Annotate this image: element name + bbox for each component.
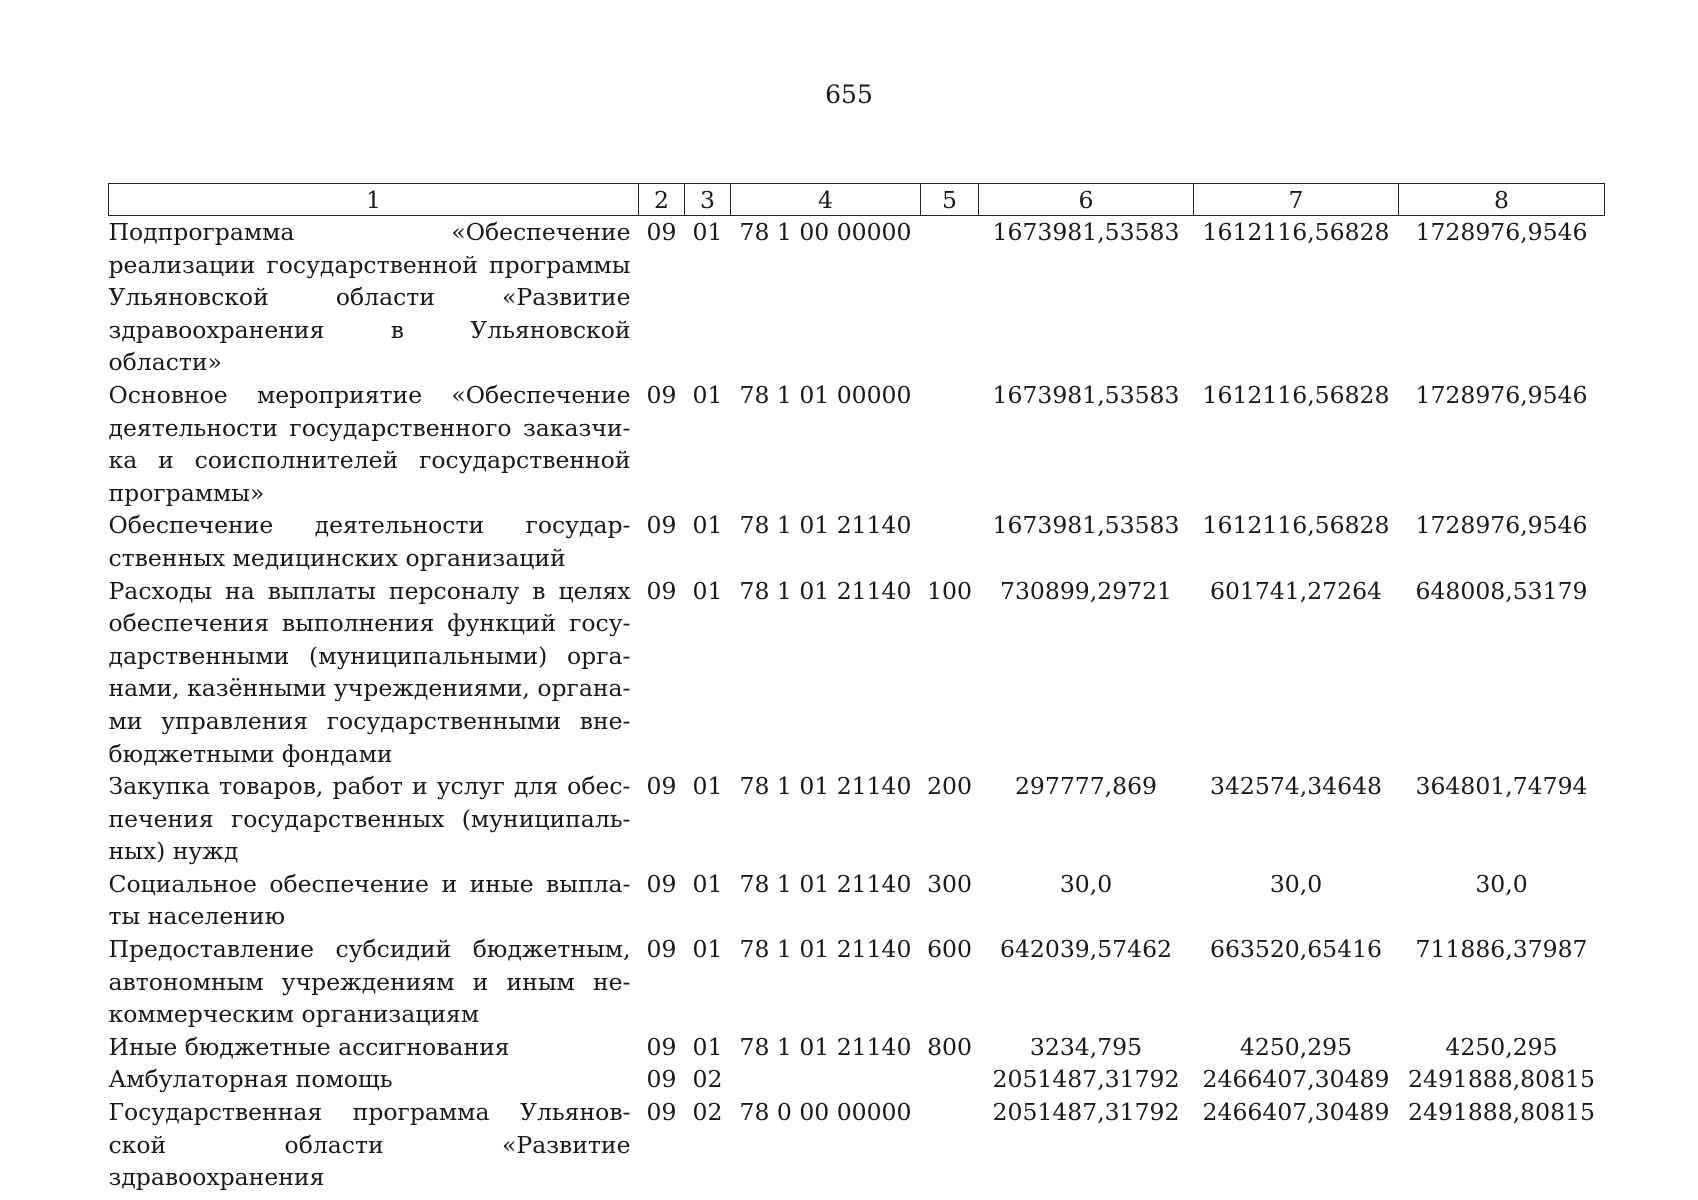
table-row <box>109 379 1605 509</box>
row-value-8: 648008,53179 <box>1415 576 1588 605</box>
row-expense-type <box>921 216 979 379</box>
row-target-article: 78 1 01 21140 <box>739 511 912 540</box>
row-expense-type: 200 <box>927 772 972 801</box>
row-target-article: 78 1 00 00000 <box>739 218 912 246</box>
row-subsection: 01 <box>692 869 723 898</box>
row-section: 09 <box>646 511 677 540</box>
row-section: 09 <box>646 869 677 898</box>
row-value-7: 1612116,56828 <box>1202 218 1390 246</box>
table-row <box>109 216 1605 379</box>
row-value-7: 342574,34648 <box>1210 772 1382 801</box>
row-value-6: 30,0 <box>1059 869 1113 898</box>
row-value-8: 2491888,80815 <box>1408 1098 1595 1127</box>
row-subsection: 01 <box>692 1032 723 1061</box>
row-value-8: 4250,295 <box>1445 1032 1558 1061</box>
row-value-6: 1673981,53583 <box>992 511 1180 540</box>
budget-table <box>108 183 1605 1194</box>
row-value-8: 1728976,9546 <box>1415 218 1588 246</box>
table-row <box>109 1031 1605 1064</box>
row-expense-type: 800 <box>927 1032 972 1061</box>
row-value-6: 730899,29721 <box>1000 576 1172 605</box>
row-expense-type: 600 <box>927 935 972 964</box>
header-col-3: 3 <box>685 184 731 216</box>
row-subsection: 01 <box>692 935 723 964</box>
row-value-6: 642039,57462 <box>1000 935 1172 964</box>
row-subsection: 01 <box>692 380 723 409</box>
row-expense-type <box>921 509 979 574</box>
header-row <box>109 184 1605 216</box>
table-header <box>109 184 1605 216</box>
row-subsection: 01 <box>692 218 723 246</box>
table-body <box>109 216 1605 1194</box>
row-subsection: 01 <box>692 576 723 605</box>
row-section: 09 <box>646 380 677 409</box>
row-value-8: 1728976,9546 <box>1415 511 1588 540</box>
row-section: 09 <box>646 218 677 246</box>
row-value-8: 2491888,80815 <box>1408 1065 1595 1094</box>
row-value-7: 1612116,56828 <box>1202 511 1390 540</box>
row-section: 09 <box>646 1065 677 1094</box>
row-value-8: 364801,74794 <box>1415 772 1588 801</box>
row-expense-type <box>921 1063 979 1096</box>
table-row <box>109 509 1605 574</box>
header-col-1: 1 <box>109 184 639 216</box>
table-row <box>109 1063 1605 1096</box>
row-name: Закупка товаров, работ и услуг для обеспечения государственных (муниципальных) нужд <box>108 772 631 866</box>
row-expense-type: 100 <box>927 576 972 605</box>
header-col-5: 5 <box>921 184 979 216</box>
row-value-8: 30,0 <box>1475 869 1528 898</box>
table-row <box>109 770 1605 868</box>
row-subsection: 02 <box>692 1065 723 1094</box>
row-value-6: 2051487,31792 <box>992 1098 1180 1127</box>
row-name: Обеспечение деятельности государственных медицинских организаций <box>108 511 631 572</box>
row-section: 09 <box>646 772 677 801</box>
row-value-7: 2466407,30489 <box>1202 1098 1390 1127</box>
row-name: Основное мероприятие «Обеспечение деятельности государственного заказчика и соисполнителей государственной программы» <box>108 380 631 507</box>
row-section: 09 <box>646 1032 677 1061</box>
table-row <box>109 933 1605 1031</box>
page-number: 655 <box>825 80 873 109</box>
row-target-article: 78 1 01 21140 <box>739 576 912 605</box>
row-value-7: 601741,27264 <box>1210 576 1382 605</box>
row-name: Подпрограмма «Обеспечение реализации государственной программы Ульяновской области «Развитие здравоохранения в Ульяновской области» <box>108 218 631 377</box>
row-target-article: 78 1 01 21140 <box>739 935 912 964</box>
row-expense-type <box>921 1096 979 1194</box>
row-expense-type: 300 <box>927 869 972 898</box>
row-expense-type <box>921 379 979 509</box>
row-value-7: 2466407,30489 <box>1202 1065 1390 1094</box>
row-name: Амбулаторная помощь <box>108 1065 393 1094</box>
table-row <box>109 1096 1605 1194</box>
table-row <box>109 575 1605 771</box>
header-col-6: 6 <box>979 184 1194 216</box>
row-section: 09 <box>646 1098 677 1127</box>
row-subsection: 01 <box>692 772 723 801</box>
row-subsection: 01 <box>692 511 723 540</box>
row-value-6: 1673981,53583 <box>992 218 1180 246</box>
row-value-6: 2051487,31792 <box>992 1065 1180 1094</box>
row-value-6: 297777,869 <box>1014 772 1158 801</box>
row-target-article: 78 1 01 21140 <box>739 1032 912 1061</box>
row-section: 09 <box>646 935 677 964</box>
row-name: Иные бюджетные ассигнования <box>108 1032 510 1061</box>
row-name: Государственная программа Ульяновской области «Развитие здравоохранения <box>108 1098 631 1192</box>
row-target-article: 78 0 00 00000 <box>739 1098 912 1127</box>
row-target-article: 78 1 01 21140 <box>739 772 912 801</box>
row-value-7: 663520,65416 <box>1210 935 1382 964</box>
row-value-8: 711886,37987 <box>1415 935 1588 964</box>
row-target-article <box>731 1063 921 1096</box>
row-section: 09 <box>646 576 677 605</box>
header-col-7: 7 <box>1194 184 1399 216</box>
row-value-8: 1728976,9546 <box>1415 380 1588 409</box>
table-row <box>109 868 1605 933</box>
row-value-7: 4250,295 <box>1239 1032 1353 1061</box>
row-name: Предоставление субсидий бюджетным, автономным учреждениям и иным некоммерческим организациям <box>108 935 631 1029</box>
header-col-8: 8 <box>1399 184 1605 216</box>
row-target-article: 78 1 01 00000 <box>739 380 912 409</box>
row-name: Расходы на выплаты персоналу в целях обеспечения выполнения функций государственными (муниципальными) органами, казёнными учреждениями, органами управления государственными внебюджетными фондами <box>108 576 631 768</box>
row-value-7: 30,0 <box>1269 869 1323 898</box>
header-col-4: 4 <box>731 184 921 216</box>
row-value-6: 1673981,53583 <box>992 380 1180 409</box>
header-col-2: 2 <box>639 184 685 216</box>
row-target-article: 78 1 01 21140 <box>739 869 912 898</box>
row-value-7: 1612116,56828 <box>1202 380 1390 409</box>
row-subsection: 02 <box>692 1098 723 1127</box>
row-value-6: 3234,795 <box>1029 1032 1143 1061</box>
row-name: Социальное обеспечение и иные выплаты населению <box>108 869 631 931</box>
